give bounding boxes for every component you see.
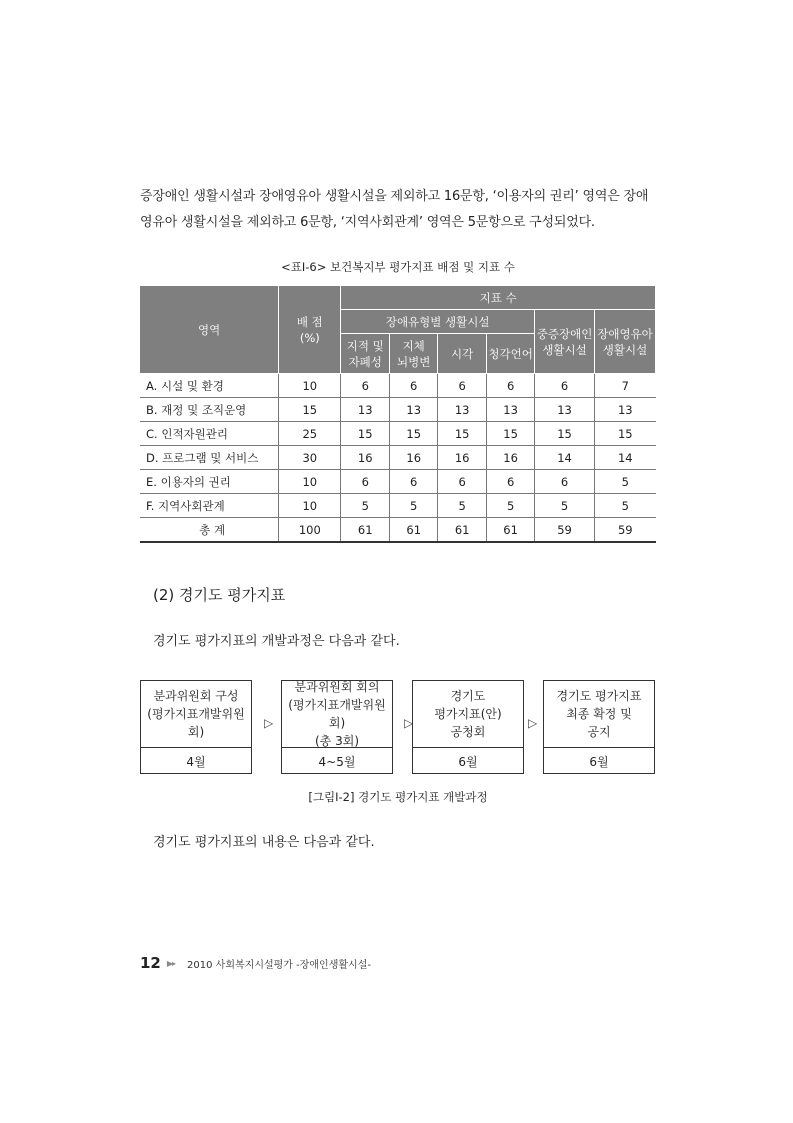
- cell-severe: 13: [535, 398, 595, 422]
- cell-score: 10: [279, 374, 341, 398]
- header-hearing: 청각언어: [487, 334, 535, 374]
- page-footer: [140, 954, 371, 972]
- header-visual: 시각: [438, 334, 487, 374]
- process-step-month: 6월: [458, 754, 478, 769]
- cell-hearing: 6: [487, 374, 535, 398]
- process-step-title: 분과위원회 구성 (평가지표개발위원회): [141, 681, 251, 748]
- cell-score: 25: [279, 422, 341, 446]
- cell-physical: 6: [390, 374, 438, 398]
- cell-score: 30: [279, 446, 341, 470]
- arrow-icon: ▷: [528, 716, 538, 730]
- process-step-month: 4~5월: [318, 754, 356, 769]
- header-indicator-count: 지표 수: [341, 286, 656, 310]
- cell-area: D. 프로그램 및 서비스: [140, 446, 279, 470]
- cell-severe: 14: [535, 446, 595, 470]
- evaluation-table: [140, 285, 656, 543]
- table-caption: <표Ⅰ-6> 보건복지부 평가지표 배점 및 지표 수: [281, 260, 515, 274]
- cell-visual: 15: [438, 422, 487, 446]
- cell-hearing: 13: [487, 398, 535, 422]
- process-step-title: 경기도 평가지표(안) 공청회: [413, 681, 523, 748]
- cell-area: C. 인적자원관리: [140, 422, 279, 446]
- cell-intellectual: 16: [341, 446, 390, 470]
- cell-physical: 13: [390, 398, 438, 422]
- process-step: [412, 680, 524, 774]
- cell-area: B. 재정 및 조직운영: [140, 398, 279, 422]
- cell-physical: 6: [390, 470, 438, 494]
- cell-intellectual: 13: [341, 398, 390, 422]
- header-score: 배 점 (%): [279, 286, 341, 374]
- table-row: [140, 494, 656, 518]
- table-row: [140, 470, 656, 494]
- cell-severe: 59: [535, 518, 595, 543]
- cell-intellectual: 6: [341, 470, 390, 494]
- cell-visual: 61: [438, 518, 487, 543]
- cell-score: 15: [279, 398, 341, 422]
- arrow-icon: ▷: [404, 716, 414, 730]
- content-intro: 경기도 평가지표의 내용은 다음과 같다.: [153, 835, 375, 850]
- header-physical: 지체 뇌병변: [390, 334, 438, 374]
- process-step-month: 6월: [589, 754, 609, 769]
- cell-intellectual: 15: [341, 422, 390, 446]
- cell-area: A. 시설 및 환경: [140, 374, 279, 398]
- cell-hearing: 5: [487, 494, 535, 518]
- cell-physical: 5: [390, 494, 438, 518]
- cell-severe: 6: [535, 470, 595, 494]
- cell-physical: 61: [390, 518, 438, 543]
- cell-physical: 16: [390, 446, 438, 470]
- header-intellectual: 지적 및 자폐성: [341, 334, 390, 374]
- cell-area: E. 이용자의 권리: [140, 470, 279, 494]
- process-step-title: 분과위원회 회의 (평가지표개발위원회) (총 3회): [282, 681, 392, 748]
- process-step: [281, 680, 393, 774]
- table-row: [140, 446, 656, 470]
- process-step-title: 경기도 평가지표 최종 확정 및 공지: [544, 681, 654, 748]
- header-area: 영역: [140, 286, 279, 374]
- section-heading: (2) 경기도 평가지표: [153, 586, 286, 604]
- page-number: 12: [140, 954, 161, 972]
- cell-infant: 5: [595, 470, 656, 494]
- table-row: [140, 518, 656, 543]
- cell-hearing: 61: [487, 518, 535, 543]
- figure-caption: [그림Ⅰ-2] 경기도 평가지표 개발과정: [308, 790, 488, 804]
- cell-severe: 6: [535, 374, 595, 398]
- intro-paragraph: 증장애인 생활시설과 장애영유아 생활시설을 제외하고 16문항, ‘이용자의 권리’ 영역은 장애영유아 생활시설을 제외하고 6문항, ‘지역사회관계’ 영역은 5문항으로 구성되었다.: [140, 189, 649, 230]
- cell-hearing: 16: [487, 446, 535, 470]
- cell-hearing: 6: [487, 470, 535, 494]
- table-row: [140, 374, 656, 398]
- process-step: [140, 680, 252, 774]
- cell-infant: 7: [595, 374, 656, 398]
- cell-infant: 59: [595, 518, 656, 543]
- cell-infant: 13: [595, 398, 656, 422]
- cell-infant: 15: [595, 422, 656, 446]
- marker-icon: ▶▸: [166, 958, 176, 968]
- header-severe: 중증장애인 생활시설: [535, 310, 595, 374]
- cell-score: 100: [279, 518, 341, 543]
- cell-area: F. 지역사회관계: [140, 494, 279, 518]
- table-row: [140, 398, 656, 422]
- cell-physical: 15: [390, 422, 438, 446]
- header-by-disability-type: 장애유형별 생활시설: [341, 310, 535, 334]
- cell-visual: 6: [438, 470, 487, 494]
- cell-visual: 5: [438, 494, 487, 518]
- table-row: [140, 422, 656, 446]
- running-title: 2010 사회복지시설평가 -장애인생활시설-: [187, 959, 371, 971]
- arrow-icon: ▷: [264, 716, 274, 730]
- process-step: [543, 680, 655, 774]
- cell-intellectual: 5: [341, 494, 390, 518]
- cell-visual: 6: [438, 374, 487, 398]
- cell-score: 10: [279, 494, 341, 518]
- cell-intellectual: 6: [341, 374, 390, 398]
- process-step-month: 4월: [186, 754, 206, 769]
- process-intro: 경기도 평가지표의 개발과정은 다음과 같다.: [153, 634, 400, 649]
- cell-visual: 16: [438, 446, 487, 470]
- cell-hearing: 15: [487, 422, 535, 446]
- cell-severe: 15: [535, 422, 595, 446]
- cell-area: 총 계: [140, 518, 279, 543]
- header-infant: 장애영유아 생활시설: [595, 310, 656, 374]
- cell-score: 10: [279, 470, 341, 494]
- cell-visual: 13: [438, 398, 487, 422]
- cell-intellectual: 61: [341, 518, 390, 543]
- cell-severe: 5: [535, 494, 595, 518]
- cell-infant: 5: [595, 494, 656, 518]
- cell-infant: 14: [595, 446, 656, 470]
